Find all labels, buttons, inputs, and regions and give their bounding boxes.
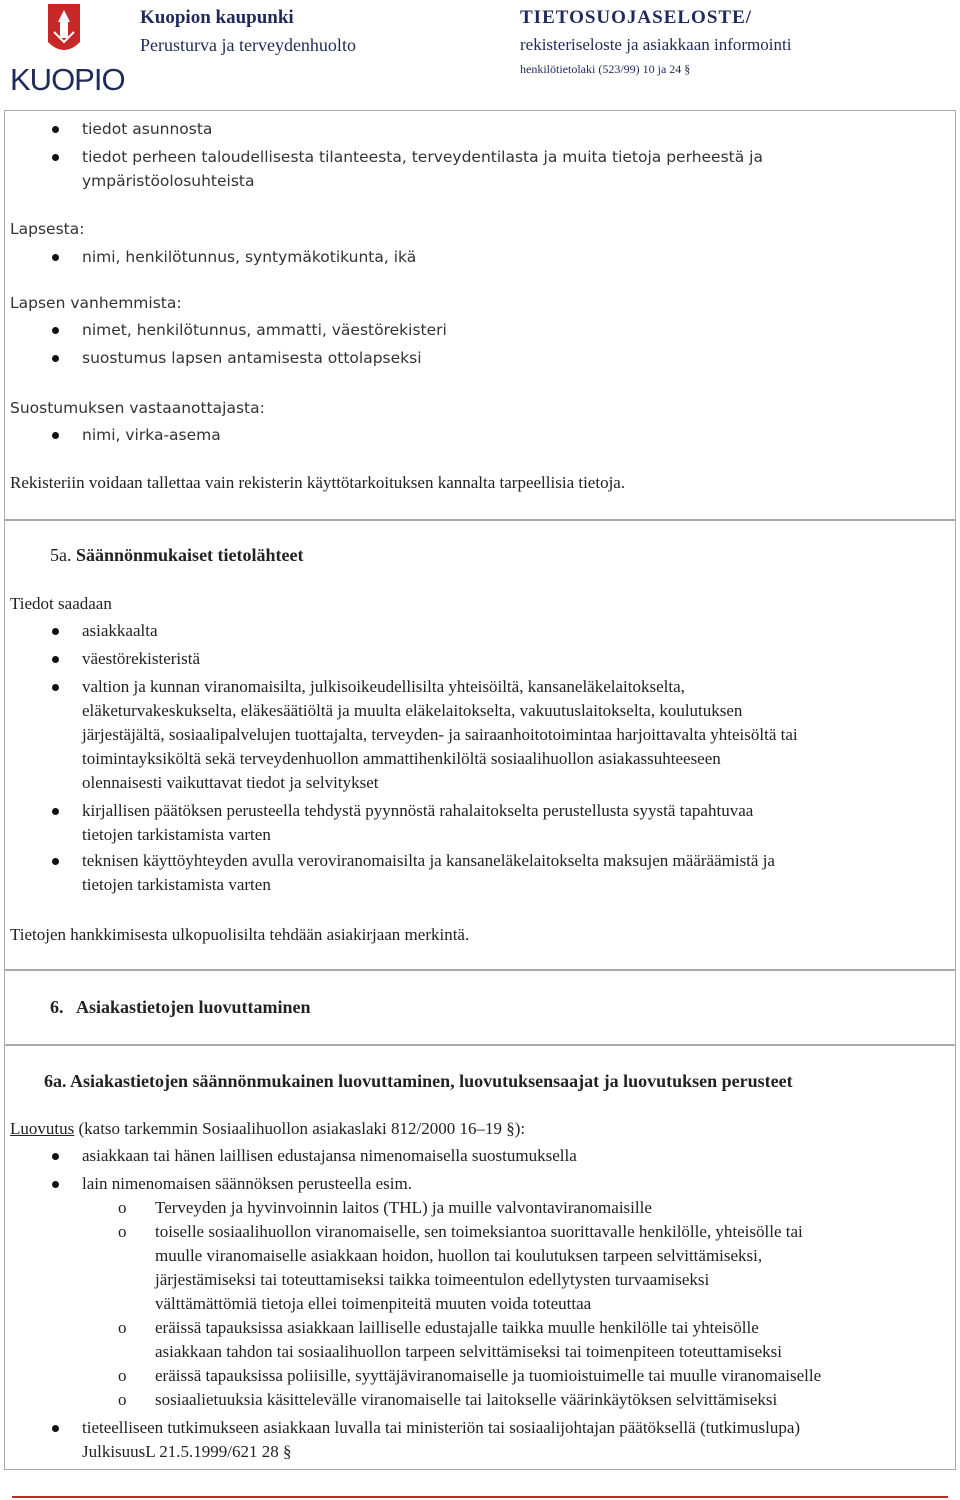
list-item: nimet, henkilötunnus, ammatti, väestörekisteri bbox=[82, 321, 447, 339]
list-item-continuation: toimintayksiköltä sekä terveydenhuollon ammattihenkilöltä sosiaalihuollon asiakassuhteeseen bbox=[82, 749, 721, 768]
sub-list-item: eräissä tapauksissa poliisille, syyttäjäviranomaiselle ja tuomioistuimelle tai muulle viranomaiselle bbox=[155, 1366, 822, 1385]
child-label: Lapsesta: bbox=[10, 220, 85, 238]
section-title: Asiakastietojen luovuttaminen bbox=[76, 997, 311, 1017]
section-6-heading bbox=[50, 994, 311, 1020]
luovutus-line bbox=[10, 1117, 525, 1141]
list-item: suostumus lapsen antamisesta ottolapseksi bbox=[82, 349, 422, 367]
sub-bullet-marker: o bbox=[118, 1390, 127, 1409]
list-item-continuation: olennaisesti vaikuttavat tiedot ja selvitykset bbox=[82, 773, 379, 792]
sub-bullet-marker: o bbox=[118, 1366, 127, 1385]
section-number: 5a. bbox=[50, 545, 72, 565]
sub-bullet-marker: o bbox=[118, 1318, 127, 1337]
bullet bbox=[52, 126, 59, 133]
sub-bullet-marker: o bbox=[118, 1198, 127, 1217]
sub-bullet-marker: o bbox=[118, 1222, 127, 1241]
bullet bbox=[52, 628, 59, 635]
logo-wordmark: KUOPIO bbox=[10, 62, 125, 97]
receiver-label: Suostumuksen vastaanottajasta: bbox=[10, 399, 265, 417]
list-item: tiedot asunnosta bbox=[82, 120, 213, 138]
document-title: TIETOSUOJASELOSTE/ bbox=[520, 7, 753, 28]
list-item: asiakkaalta bbox=[82, 621, 158, 640]
bullet bbox=[52, 1153, 59, 1160]
bullet bbox=[52, 808, 59, 815]
bullet bbox=[52, 1425, 59, 1432]
list-item: nimi, henkilötunnus, syntymäkotikunta, ikä bbox=[82, 248, 417, 266]
list-item-continuation: ympäristöolosuhteista bbox=[82, 172, 255, 190]
bullet bbox=[52, 254, 59, 261]
list-item-continuation: tietojen tarkistamista varten bbox=[82, 875, 271, 894]
list-item: tiedot perheen taloudellisesta tilanteesta, terveydentilasta ja muita tietoja perheestä ja bbox=[82, 148, 763, 166]
list-item: lain nimenomaisen säännöksen perusteella esim. bbox=[82, 1174, 412, 1193]
document-title-block bbox=[520, 4, 950, 78]
sub-list-item: eräissä tapauksissa asiakkaan lailliselle edustajalle taikka muulle henkilölle tai yhteisölle bbox=[155, 1318, 759, 1337]
bullet bbox=[52, 355, 59, 362]
list-item-continuation: järjestäjältä, sosiaalipalvelujen tuottajalta, terveyden- ja sairaanhoitotoimintaa harjoittavalta yhteisöltä tai bbox=[82, 725, 798, 744]
list-item-continuation: JulkisuusL 21.5.1999/621 28 § bbox=[82, 1442, 292, 1461]
bullet bbox=[52, 656, 59, 663]
document-subtitle: rekisteriseloste ja asiakkaan informointi bbox=[520, 35, 792, 54]
section-number: 6a. bbox=[44, 1071, 67, 1091]
section-number: 6. bbox=[50, 997, 64, 1017]
list-item-continuation: eläketurvakeskukselta, eläkesäätiöltä ja muulta eläkelaitokselta, vakuutuslaitokselta, koulutuksen bbox=[82, 701, 743, 720]
section-title: Säännönmukaiset tietolähteet bbox=[76, 545, 304, 565]
list-item: asiakkaan tai hänen laillisen edustajansa nimenomaisella suostumuksella bbox=[82, 1146, 577, 1165]
parents-label: Lapsen vanhemmista: bbox=[10, 294, 182, 312]
document-law-reference: henkilötietolaki (523/99) 10 ja 24 § bbox=[520, 62, 691, 76]
bullet bbox=[52, 432, 59, 439]
organization-block bbox=[140, 4, 500, 58]
section-5a-heading bbox=[50, 542, 304, 568]
list-item: kirjallisen päätöksen perusteella tehdystä pyynnöstä rahalaitokselta perustellusta syystä tapahtuvaa bbox=[82, 801, 754, 820]
list-item: valtion ja kunnan viranomaisilta, julkisoikeudellisilta yhteisöiltä, kansaneläkelaitokselta, bbox=[82, 677, 685, 696]
section-title: Asiakastietojen säännönmukainen luovuttaminen, luovutuksensaajat ja luovutuksen perusteet bbox=[70, 1071, 793, 1091]
list-item: väestörekisteristä bbox=[82, 649, 201, 668]
org-name: Kuopion kaupunki bbox=[140, 7, 294, 28]
section-5-note: Rekisteriin voidaan tallettaa vain rekisterin käyttötarkoituksen kannalta tarpeellisia tietoja. bbox=[10, 473, 626, 492]
sub-list-item-continuation: asiakkaan tahdon tai sosiaalihuollon tarpeen selvittämiseksi tai toimenpiteen toteuttamiseksi bbox=[155, 1342, 782, 1361]
list-item: nimi, virka-asema bbox=[82, 426, 221, 444]
luovutus-term: Luovutus bbox=[10, 1119, 75, 1138]
section-5a-note: Tietojen hankkimisesta ulkopuolisilta tehdään asiakirjaan merkintä. bbox=[10, 925, 470, 944]
bullet bbox=[52, 154, 59, 161]
org-unit: Perusturva ja terveydenhuolto bbox=[140, 35, 356, 55]
sub-list-item-continuation: muulle viranomaiselle asiakkaan hoidon, huollon tai koulutuksen tarpeen selvittämiseksi, bbox=[155, 1246, 763, 1265]
sub-list-item: toiselle sosiaalihuollon viranomaiselle, sen toimeksiantoa suorittavalle henkilölle, yhteisölle tai bbox=[155, 1222, 803, 1241]
sub-list-item: Terveyden ja hyvinvoinnin laitos (THL) ja muille valvontaviranomaisille bbox=[155, 1198, 652, 1217]
list-item-continuation: tietojen tarkistamista varten bbox=[82, 825, 271, 844]
page-header bbox=[0, 0, 960, 108]
intro-text: Tiedot saadaan bbox=[10, 594, 112, 613]
bullet bbox=[52, 858, 59, 865]
bullet bbox=[52, 684, 59, 691]
bullet bbox=[52, 327, 59, 334]
list-item: tieteelliseen tutkimukseen asiakkaan luvalla tai ministeriön tai sosiaalijohtajan päätöksellä (tutkimuslupa) bbox=[82, 1418, 801, 1437]
sub-list-item-continuation: välttämättömiä tietoja ellei toimenpiteitä muuten voida toteuttaa bbox=[155, 1294, 592, 1313]
list-item: teknisen käyttöyhteyden avulla veroviranomaisilta ja kansaneläkelaitokselta maksujen määräämistä ja bbox=[82, 851, 775, 870]
footer-rule bbox=[12, 1496, 948, 1498]
section-6a-heading bbox=[44, 1068, 793, 1094]
sub-list-item: sosiaalietuuksia käsittelevälle viranomaiselle tai laitokselle väärinkäytöksen selvittämiseksi bbox=[155, 1390, 778, 1409]
sub-list-item-continuation: järjestämiseksi tai toteuttamiseksi taikka toimeentulon edellytysten turvaamiseksi bbox=[155, 1270, 710, 1289]
bullet bbox=[52, 1181, 59, 1188]
luovutus-reference: (katso tarkemmin Sosiaalihuollon asiakaslaki 812/2000 16–19 §): bbox=[74, 1119, 526, 1138]
